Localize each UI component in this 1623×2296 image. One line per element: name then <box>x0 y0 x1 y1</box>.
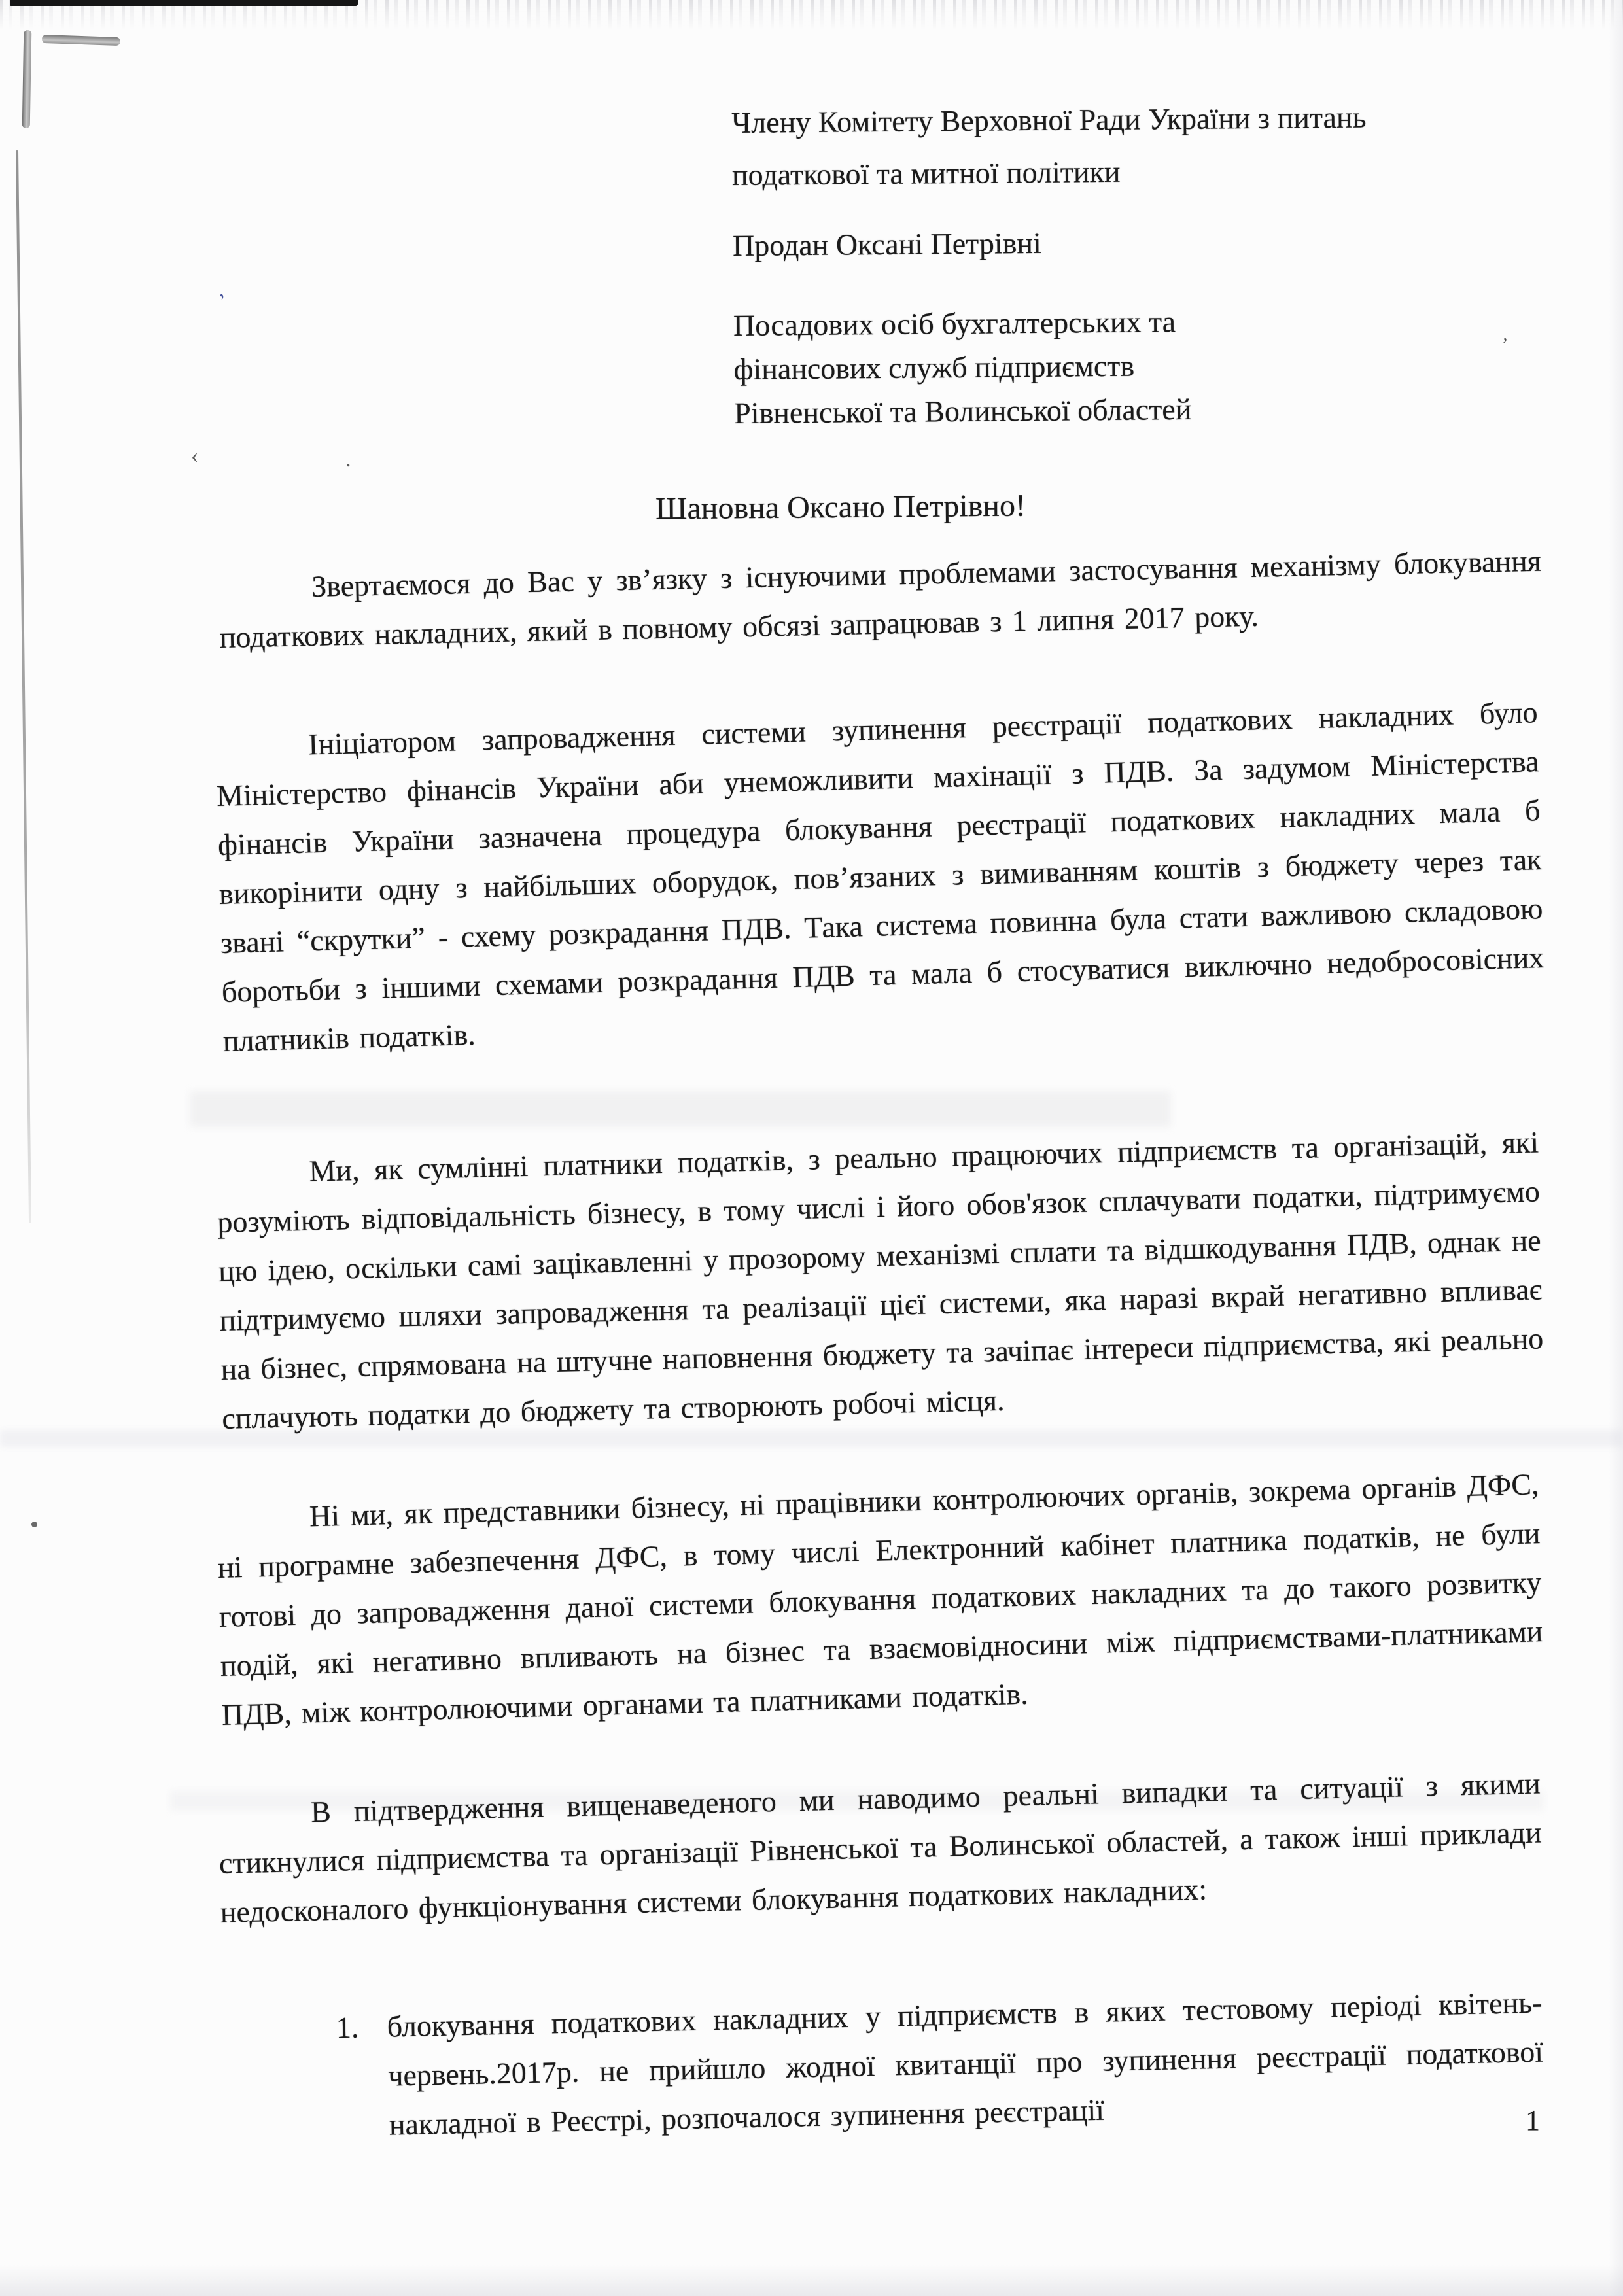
recipient-line: Члену Комітету Верховної Ради України з питань <box>731 100 1367 139</box>
stray-ink-mark: ‹ <box>191 444 199 468</box>
scan-shading-band <box>1609 0 1623 2296</box>
pen-mark-blue: ‚ <box>211 279 227 302</box>
scan-shading-band <box>0 2265 1623 2296</box>
stray-ink-dot: . <box>345 447 351 472</box>
stray-ink-mark: ’ <box>1502 335 1509 355</box>
list-item-text: блокування податкових накладних у підприємств в яких тестовому періоді квітень-червень.2017р. не прийшло жодної квитанції про зупинення реєстрації податкової накладної в Реєстрі, розпочалося зупинення реєстрації <box>387 1985 1544 2142</box>
paragraph-2: Ініціатором запровадження системи зупинення реєстрації податкових накладних було Міністерство фінансів України аби унеможливити махінації з ПДВ. За задумом Міністерства фінансів України зазначена процедура блокування реєстрації податкових накладних мала б викорінити одну з найбільших оборудок, пов’язаних з вимиванням коштів з бюджету через так звані “скрутки” - схему розкрадання ПДВ. Така система повинна була стати важливою складовою боротьби з іншими схемами розкрадання ПДВ та мала б стосуватися виключно недобросовісних платників податків. <box>216 695 1544 1058</box>
recipient-line: податкової та митної політики <box>731 154 1121 192</box>
recipient-name: Продан Оксані Петрівні <box>732 226 1041 262</box>
recipient-block <box>731 92 1369 435</box>
scan-edge-black-bar <box>10 0 358 6</box>
page-number: 1 <box>1526 2104 1540 2136</box>
list-item-1 <box>219 1978 1544 2153</box>
paragraph-5: В підтвердження вищенаведеного ми наводимо реальні випадки та ситуації з якими стикнулися підприємства та організації Рівненської та Волинської областей, а також інші приклади недосконалого функціонування системи блокування податкових накладних: <box>218 1766 1543 1929</box>
recipient-line: Рівненської та Волинської областей <box>733 392 1192 430</box>
paper-clip-artifact-vertical <box>22 30 32 128</box>
paper-clip-artifact-horizontal <box>42 35 120 46</box>
scan-shading-band <box>190 1091 1171 1127</box>
recipient-committee <box>731 92 1367 201</box>
paragraph-4: Ні ми, як представники бізнесу, ні працівники контролюючих органів, зокрема органів ДФС, ні програмне забезпечення ДФС, в тому числі Електронний кабінет платника податків, не були готові до запровадження даної системи блокування податкових накладних та до такого розвитку подій, які негативно впливають на бізнес та взаємовідносини між підприємствами-платниками ПДВ, між контролюючими органами та платниками податків. <box>217 1467 1543 1731</box>
recipient-address <box>733 298 1369 435</box>
numbered-list <box>219 1978 1544 2153</box>
salutation: Шановна Оксано Петрівно! <box>655 488 1026 527</box>
recipient-line: фінансових служб підприємств <box>733 349 1135 386</box>
page-fold-line <box>16 150 31 1223</box>
paragraph-3: Ми, як сумлінні платники податків, з реально працюючих підприємств та організацій, які розуміють відповідальність бізнесу, в тому числі і його обов'язок сплачувати податки, підтримуємо цю ідею, оскільки самі зацікавленні у прозорому механізмі сплати та відшкодування ПДВ, однак не підтримуємо шляхи запровадження та реалізації цієї системи, яка наразі вкрай негативно впливає на бізнес, спрямована на штучне наповнення бюджету та зачіпає інтереси підприємства, які реально сплачують податки до бюджету та створюють робочі місця. <box>217 1125 1544 1435</box>
stray-ink-dot <box>31 1522 37 1527</box>
paragraph-1: Звертаємося до Вас у зв’язку з існуючими проблемами застосування механізму блокування податкових накладних, який в повному обсязі запрацював з 1 липня 2017 року. <box>219 544 1542 654</box>
list-item-number: 1. <box>336 2010 359 2045</box>
recipient-line: Посадових осіб бухгалтерських та <box>733 305 1176 342</box>
